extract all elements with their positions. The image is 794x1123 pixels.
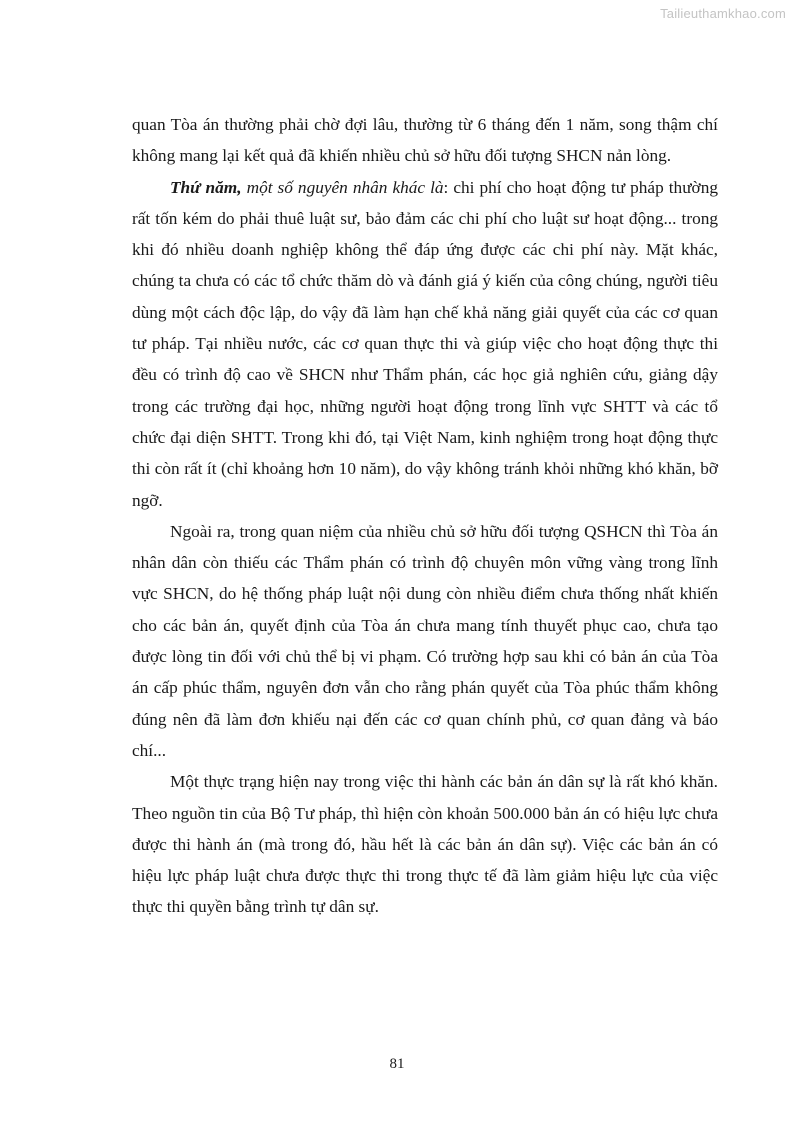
- paragraph-lead-bold: Thứ năm,: [170, 177, 242, 197]
- paragraph-continuation: quan Tòa án thường phải chờ đợi lâu, thường từ 6 tháng đến 1 năm, song thậm chí không mang lại kết quả đã khiến nhiều chủ sở hữu đối tượng SHCN nản lòng.: [132, 115, 718, 166]
- paragraph-thu-nam: [132, 172, 718, 516]
- watermark-text: Tailieuthamkhao.com: [660, 6, 786, 21]
- document-body: [132, 109, 718, 923]
- paragraph-lead-italic: một số nguyên nhân khác là: [241, 177, 444, 197]
- paragraph-ngoai-ra: Ngoài ra, trong quan niệm của nhiều chủ sở hữu đối tượng QSHCN thì Tòa án nhân dân còn thiếu các Thẩm phán có trình độ chuyên môn vững vàng trong lĩnh vực SHCN, do hệ thống pháp luật nội dung còn nhiều điểm chưa thống nhất khiến cho các bản án, quyết định của Tòa án chưa mang tính thuyết phục cao, chưa tạo được lòng tin đối với chủ thể bị vi phạm. Có trường hợp sau khi có bản án của Tòa án cấp phúc thẩm, nguyên đơn vẫn cho rằng phán quyết của Tòa phúc thẩm không đúng nên đã làm đơn khiếu nại đến các cơ quan chính phủ, cơ quan đảng và báo chí...: [132, 521, 718, 760]
- paragraph-body-text: : chi phí cho hoạt động tư pháp thường rất tốn kém do phải thuê luật sư, bảo đảm các chi phí cho luật sư hoạt động... trong khi đó nhiều doanh nghiệp không thể đáp ứng được các chi phí này. Mặt khác, chúng ta chưa có các tổ chức thăm dò và đánh giá ý kiến của công chúng, người tiêu dùng một cách độc lập, do vậy đã làm hạn chế khả năng giải quyết của các cơ quan tư pháp. Tại nhiều nước, các cơ quan thực thi và giúp việc cho hoạt động thực thi đều có trình độ cao về SHCN như Thẩm phán, các học giả nghiên cứu, giảng dậy trong các trường đại học, những người hoạt động trong lĩnh vực SHTT và các tổ chức đại diện SHTT. Trong khi đó, tại Việt Nam, kinh nghiệm trong hoạt động thực thi còn rất ít (chỉ khoảng hơn 10 năm), do vậy không tránh khỏi những khó khăn, bỡ ngỡ.: [132, 177, 718, 510]
- page-number: 81: [389, 1056, 405, 1072]
- paragraph-thuc-trang: Một thực trạng hiện nay trong việc thi hành các bản án dân sự là rất khó khăn. Theo nguồn tin của Bộ Tư pháp, thì hiện còn khoản 500.000 bản án có hiệu lực chưa được thi hành án (mà trong đó, hầu hết là các bản án dân sự). Việc các bản án có hiệu lực pháp luật chưa được thực thi trong thực tế đã làm giảm hiệu lực của việc thực thi quyền bằng trình tự dân sự.: [132, 772, 718, 917]
